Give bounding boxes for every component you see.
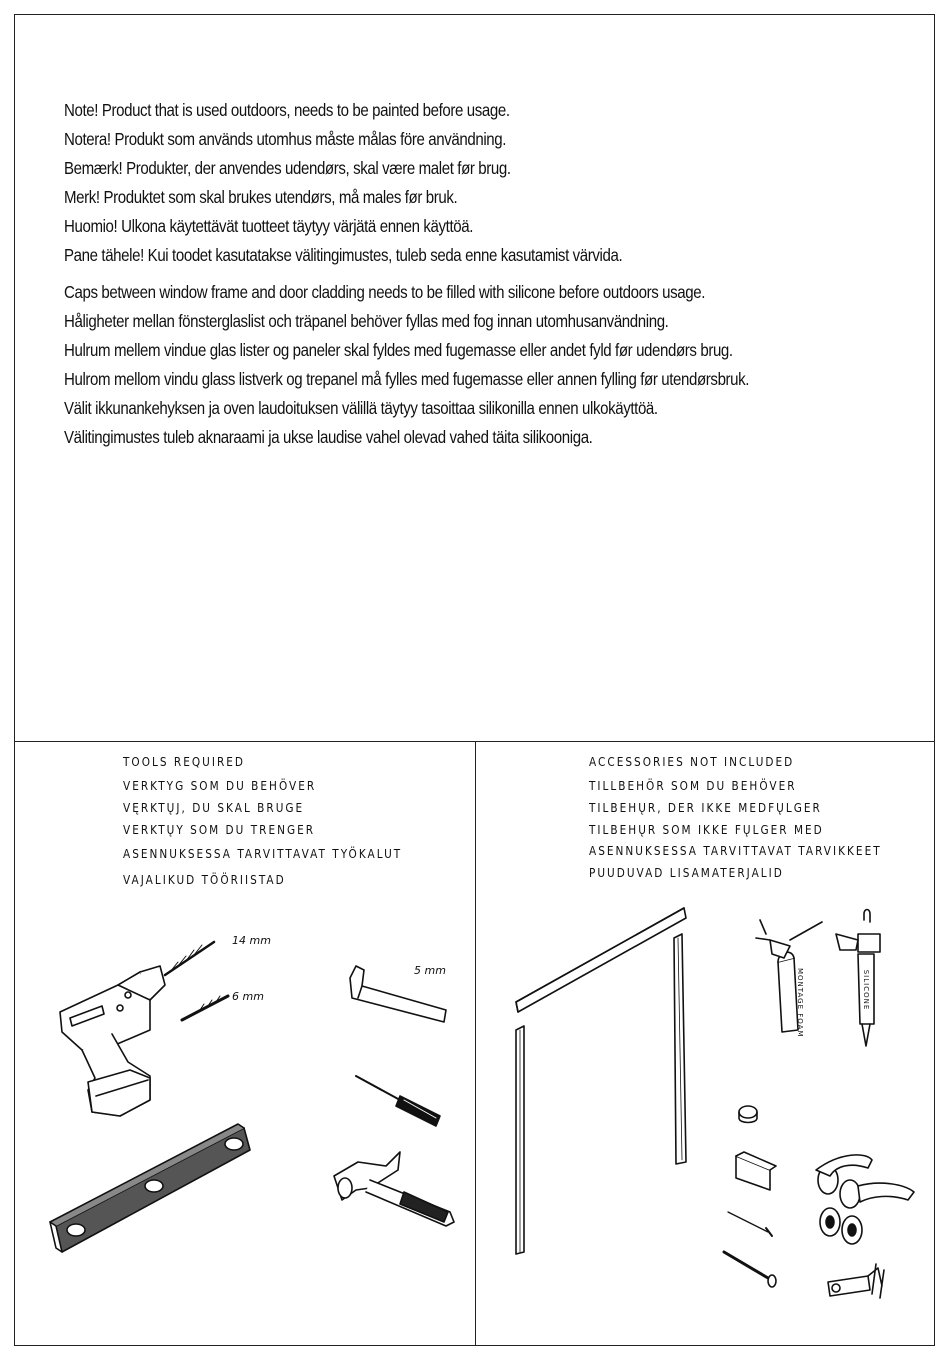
- drill-bit-icon: [182, 996, 228, 1020]
- hex-key-label: 5 mm: [414, 964, 446, 977]
- door-frame-trim-icon: [516, 908, 686, 1254]
- foam-can-label: MONTAGE FOAM: [796, 968, 804, 1038]
- drill-bit-large-label: 14 mm: [232, 934, 271, 947]
- silicone-note-fi: Välit ikkunankehyksen ja oven laudoituksen välillä täytyy tasoittaa silikonilla ennen ulkokäyttöä.: [64, 398, 658, 418]
- silicone-note-sv: Håligheter mellan fönsterglaslist och träpanel behöver fyllas med fog innan utomhusanvändning.: [64, 311, 669, 331]
- accessories-heading-no: TILBEHŲR SOM IKKE FŲLGER MED: [589, 822, 824, 837]
- silicone-gun-icon: [836, 910, 880, 1047]
- silicone-note-no: Hulrom mellom vindu glass listverk og trepanel må fylles med fugemasse eller annen fylling før utendørsbruk.: [64, 369, 750, 389]
- wedge-icon: [736, 1152, 776, 1190]
- tools-heading-et: VAJALIKUD TÖÖRIISTAD: [123, 872, 286, 887]
- paint-note-et: Pane tähele! Kui toodet kasutatakse välitingimustes, tuleb seda enne kasutamist värvida.: [64, 245, 623, 265]
- tools-heading-no: VERKTŲY SOM DU TRENGER: [123, 822, 316, 837]
- accessories-heading-da: TILBEHŲR, DER IKKE MEDFŲLGER: [589, 800, 822, 815]
- silicone-label: SILICONE: [862, 969, 870, 1011]
- spirit-level-icon: [50, 1124, 250, 1252]
- silicone-note-en: Caps between window frame and door cladding needs to be filled with silicone before outdoors usage.: [64, 282, 706, 302]
- tools-heading-da: VĘRKTŲJ, DU SKAL BRUGE: [123, 800, 305, 815]
- paint-note-en: Note! Product that is used outdoors, needs to be painted before usage.: [64, 100, 510, 120]
- door-stop-icon: [739, 1106, 757, 1123]
- nail-icon: [728, 1212, 772, 1236]
- door-handle-icon: [816, 1155, 914, 1244]
- accessories-heading-fi: ASENNUKSESSA TARVITTAVAT TARVIKKEET: [589, 843, 882, 858]
- tools-heading-sv: VERKTYG SOM DU BEHÖVER: [123, 778, 317, 793]
- accessories-heading-et: PUUDUVAD LISAMATERJALID: [589, 865, 784, 880]
- tools-heading-en: TOOLS REQUIRED: [123, 754, 246, 769]
- paint-note-da: Bemærk! Produkter, der anvendes udendørs, skal være malet før brug.: [64, 158, 511, 178]
- tools-heading-fi: ASENNUKSESSA TARVITTAVAT TYÖKALUT: [123, 846, 403, 861]
- accessories-heading-sv: TILLBEHÖR SOM DU BEHÖVER: [589, 778, 797, 793]
- silicone-note-da: Hulrum mellem vindue glas lister og paneler skal fyldes med fugemasse eller andet fyld før udendørs brug.: [64, 340, 733, 360]
- foam-can-icon: [756, 920, 822, 1038]
- hammer-icon: [334, 1152, 454, 1226]
- drill-icon: [60, 942, 214, 1116]
- screwdriver-icon: [356, 1076, 440, 1126]
- paint-note-no: Merk! Produktet som skal brukes utendørs, må males før bruk.: [64, 187, 458, 207]
- screw-icon: [724, 1252, 776, 1287]
- paint-note-sv: Notera! Produkt som används utomhus måste målas före användning.: [64, 129, 507, 149]
- drill-bit-small-label: 6 mm: [232, 990, 264, 1003]
- lock-cylinder-icon: [828, 1264, 884, 1298]
- hex-key-icon: [350, 966, 446, 1022]
- paint-note-fi: Huomio! Ulkona käytettävät tuotteet täytyy värjätä ennen käyttöä.: [64, 216, 474, 236]
- silicone-note-et: Välitingimustes tuleb aknaraami ja ukse laudise vahel olevad vahed täita silikooniga.: [64, 427, 593, 447]
- accessories-heading-en: ACCESSORIES NOT INCLUDED: [589, 754, 795, 769]
